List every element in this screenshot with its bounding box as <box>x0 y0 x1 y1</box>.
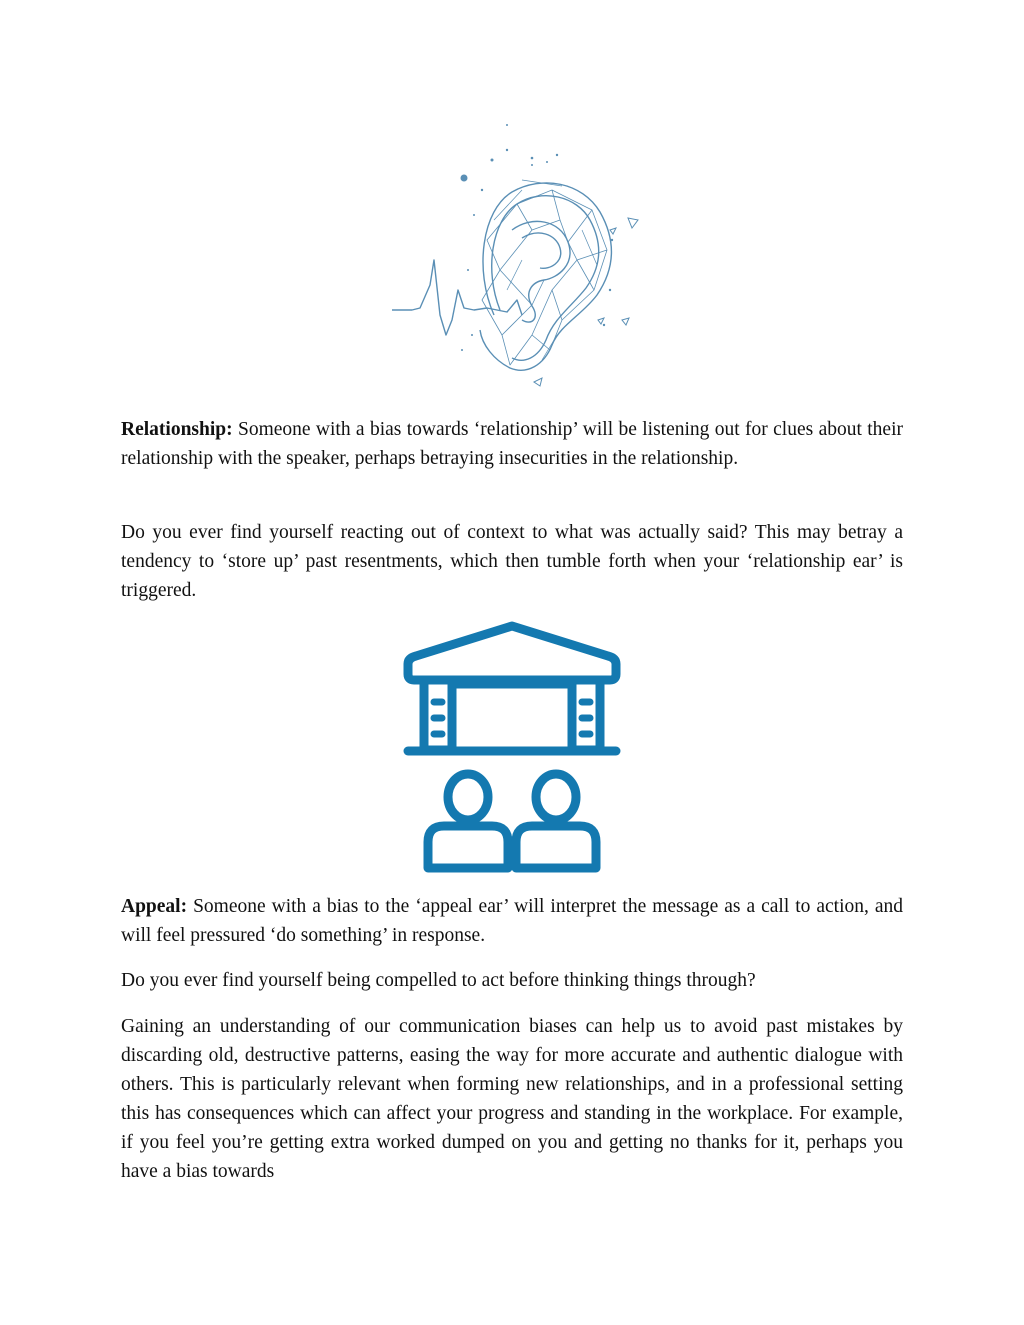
appeal-question-paragraph: Do you ever find yourself being compelled to act before thinking things through? <box>121 970 756 991</box>
appeal-text: Someone with a bias to the ‘appeal ear’ will interpret the message as a call to action, and will feel pressured ‘do something’ in response. <box>121 896 903 946</box>
relationship-label: Relationship: <box>121 419 233 440</box>
ear-heartbeat-icon <box>382 120 644 390</box>
relationship-text: Someone with a bias towards ‘relationship’ will be listening out for clues about their relationship with the speaker, perhaps betraying insecurities in the relationship. <box>121 419 903 469</box>
relationship-paragraph <box>121 415 903 473</box>
appeal-label: Appeal: <box>121 896 188 917</box>
conclusion-paragraph: Gaining an understanding of our communication biases can help us to avoid past mistakes by discarding old, destructive patterns, easing the way for more accurate and authentic dialogue with others. This is particularly relevant when forming new relationships, and in a professional setting this has consequences which can affect your progress and standing in the workplace. For example, if you feel you’re getting extra worked dumped on you and getting no thanks for it, perhaps you have a bias towards <box>121 1016 903 1182</box>
appeal-paragraph <box>121 892 903 950</box>
building-two-people-icon <box>400 620 624 876</box>
relationship-question-paragraph: Do you ever find yourself reacting out of context to what was actually said? This may betray a tendency to ‘store up’ past resentments, which then tumble forth when your ‘relationship ear’ is triggered. <box>121 522 903 601</box>
